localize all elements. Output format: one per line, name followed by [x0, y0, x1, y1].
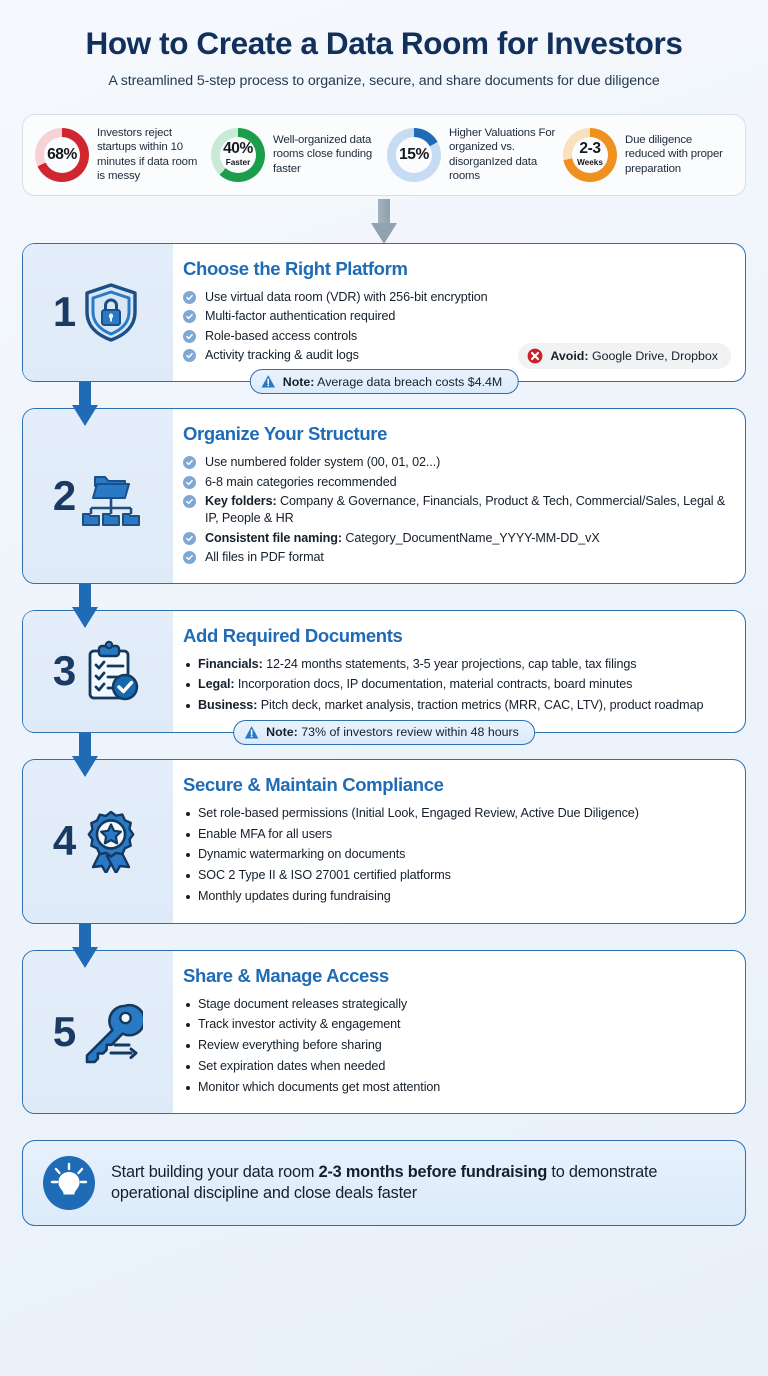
stat-item — [387, 126, 559, 184]
list-item — [183, 867, 731, 884]
note-pill — [250, 369, 519, 394]
check-circle-icon — [183, 456, 196, 469]
connector-arrow — [72, 584, 98, 628]
stat-value: 40% — [223, 140, 253, 158]
list-item-text: Multi-factor authentication required — [205, 309, 396, 324]
step-bullet-list — [183, 996, 731, 1096]
list-item-text: SOC 2 Type II & ISO 27001 certified platforms — [198, 868, 451, 883]
step-title: Add Required Documents — [183, 624, 403, 646]
connector-arrow — [72, 924, 98, 968]
avoid-label: Avoid: — [550, 349, 589, 364]
list-item-text: Monitor which documents get most attention — [198, 1079, 441, 1094]
x-circle-icon — [527, 348, 543, 364]
check-circle-icon — [183, 310, 196, 323]
note-label: Note: — [282, 374, 315, 389]
connector-arrow-top — [20, 199, 748, 243]
stat-description: Higher Valuations For organized vs. disorganIzed data rooms — [449, 126, 556, 183]
connector-arrow — [72, 382, 98, 426]
list-item-label: Financials: — [198, 656, 263, 671]
award-ribbon-icon — [79, 809, 143, 873]
step-title: Secure & Maintain Compliance — [183, 773, 444, 795]
footer-part2: to demonstrate operational discipline and close deals faster — [111, 1162, 658, 1203]
footer-highlight: 2-3 months before fundraising — [318, 1162, 548, 1181]
list-item-text: Company & Governance, Financials, Product & Tech, Commercial/Sales, Legal & IP, People & HR — [205, 494, 726, 525]
warning-triangle-icon — [261, 374, 276, 389]
check-circle-icon — [183, 330, 196, 343]
footer-text — [111, 1162, 727, 1205]
avoid-pill — [518, 343, 731, 369]
stat-description: Investors reject startups within 10 minutes if data room is messy — [97, 126, 198, 183]
stat-sublabel: Weeks — [577, 157, 603, 167]
stat-value: 2-3 — [579, 140, 601, 158]
list-item — [183, 1016, 731, 1033]
stat-value: 68% — [47, 145, 77, 163]
note-text: Average data breach costs $4.4M — [314, 374, 503, 389]
list-item-text: All files in PDF format — [205, 550, 324, 565]
step-bullet-list — [183, 805, 731, 905]
warning-triangle-icon — [261, 374, 276, 389]
step-title: Share & Manage Access — [183, 964, 389, 986]
check-circle-icon — [183, 291, 196, 304]
list-item — [183, 697, 731, 714]
list-item-label: Legal: — [198, 677, 235, 692]
note-pill — [233, 720, 535, 745]
list-item-text: Monthly updates during fundraising — [198, 888, 391, 903]
stat-donut — [35, 128, 89, 182]
list-item — [183, 1037, 731, 1054]
list-item — [183, 656, 731, 673]
check-circle-icon — [183, 551, 196, 564]
list-item-text: 12-24 months statements, 3-5 year projections, cap table, tax filings — [262, 656, 637, 671]
list-item-text: Category_DocumentName_YYYY-MM-DD_vX — [341, 530, 600, 545]
step-number: 1 — [52, 288, 76, 336]
header — [20, 0, 748, 97]
list-item — [183, 454, 731, 471]
list-item — [183, 888, 731, 905]
step-card — [22, 243, 746, 389]
step-card — [22, 759, 746, 924]
clipboard-check-icon — [79, 639, 143, 703]
list-item — [183, 826, 731, 843]
key-share-icon — [79, 1000, 143, 1064]
check-circle-icon — [183, 349, 196, 362]
connector-arrow — [72, 733, 98, 777]
step-card — [22, 950, 746, 1115]
list-item-text: Pitch deck, market analysis, traction metrics (MRR, CAC, LTV), product roadmap — [257, 698, 704, 713]
folder-tree-icon — [79, 464, 143, 528]
step-icon-panel — [23, 760, 173, 923]
list-item-text: Stage document releases strategically — [198, 996, 408, 1011]
list-item — [183, 530, 731, 547]
footer-callout — [22, 1140, 746, 1226]
step-card — [22, 610, 746, 740]
page-subtitle: A streamlined 5-step process to organize, secure, and share documents for due diligence — [108, 73, 660, 90]
step-content — [173, 760, 745, 923]
list-item-text: Review everything before sharing — [198, 1038, 382, 1053]
list-item-text: 6-8 main categories recommended — [205, 474, 397, 489]
list-item-text: Incorporation docs, IP documentation, material contracts, board minutes — [234, 677, 633, 692]
stats-band — [22, 114, 746, 196]
shield-lock-icon — [79, 280, 143, 344]
page-title: How to Create a Data Room for Investors — [85, 25, 683, 61]
step-content — [173, 409, 745, 583]
list-item — [183, 493, 731, 526]
warning-triangle-icon — [244, 725, 259, 740]
step-number: 2 — [52, 471, 76, 519]
list-item-text: Dynamic watermarking on documents — [198, 847, 406, 862]
list-item-text: Activity tracking & audit logs — [205, 348, 359, 363]
list-item — [183, 805, 731, 822]
list-item-text: Enable MFA for all users — [198, 826, 333, 841]
steps-list — [22, 243, 746, 1115]
lightbulb-icon — [41, 1155, 97, 1211]
warning-triangle-icon — [244, 725, 259, 740]
list-item-label: Consistent file naming: — [205, 530, 342, 545]
list-item — [183, 474, 731, 491]
list-item — [183, 676, 731, 693]
list-item-text: Role-based access controls — [205, 328, 358, 343]
check-circle-icon — [183, 495, 196, 508]
step-icon-panel — [23, 951, 173, 1114]
list-item-text: Set role-based permissions (Initial Look, Engaged Review, Active Due Diligence) — [198, 805, 639, 820]
step-content — [173, 951, 745, 1114]
avoid-text: Google Drive, Dropbox — [588, 349, 718, 364]
note-text: 73% of investors review within 48 hours — [297, 725, 519, 740]
step-content — [173, 244, 745, 381]
list-item — [183, 996, 731, 1013]
check-circle-icon — [183, 476, 196, 489]
list-item-text: Track investor activity & engagement — [198, 1017, 401, 1032]
list-item — [183, 846, 731, 863]
stat-value: 15% — [399, 145, 429, 163]
stat-sublabel: Faster — [225, 157, 251, 167]
step-card — [22, 408, 746, 584]
check-circle-icon — [183, 532, 196, 545]
list-item — [183, 308, 731, 325]
stat-donut — [211, 128, 265, 182]
step-bullet-list — [183, 656, 731, 714]
stat-item — [35, 126, 207, 184]
list-item-text: Use virtual data room (VDR) with 256-bit encryption — [205, 289, 488, 304]
list-item-text: Use numbered folder system (00, 01, 02...) — [205, 455, 441, 470]
step-icon-panel — [23, 244, 173, 381]
list-item-text: Set expiration dates when needed — [198, 1058, 386, 1073]
step-number: 3 — [52, 647, 76, 695]
step-check-list — [183, 454, 731, 566]
list-item — [183, 1058, 731, 1075]
step-number: 5 — [52, 1007, 76, 1055]
list-item-label: Key folders: — [205, 494, 277, 509]
stat-donut — [387, 128, 441, 182]
list-item — [183, 549, 731, 566]
stat-description: Due diligence reduced with proper preparation — [625, 133, 723, 175]
step-title: Organize Your Structure — [183, 423, 388, 445]
step-icon-panel — [23, 409, 173, 583]
step-content — [173, 611, 745, 732]
note-label: Note: — [266, 725, 298, 740]
footer-part1: Start building your data room — [111, 1162, 319, 1181]
step-number: 4 — [52, 817, 76, 865]
stat-item — [563, 128, 735, 182]
x-circle-icon — [527, 348, 543, 364]
stat-description: Well-organized data rooms close funding faster — [273, 133, 373, 175]
stat-item — [211, 128, 383, 182]
list-item — [183, 1079, 731, 1096]
list-item — [183, 328, 731, 345]
stat-donut — [563, 128, 617, 182]
step-title: Choose the Right Platform — [183, 257, 408, 279]
list-item — [183, 289, 731, 306]
step-icon-panel — [23, 611, 173, 732]
list-item-label: Business: — [198, 698, 258, 713]
